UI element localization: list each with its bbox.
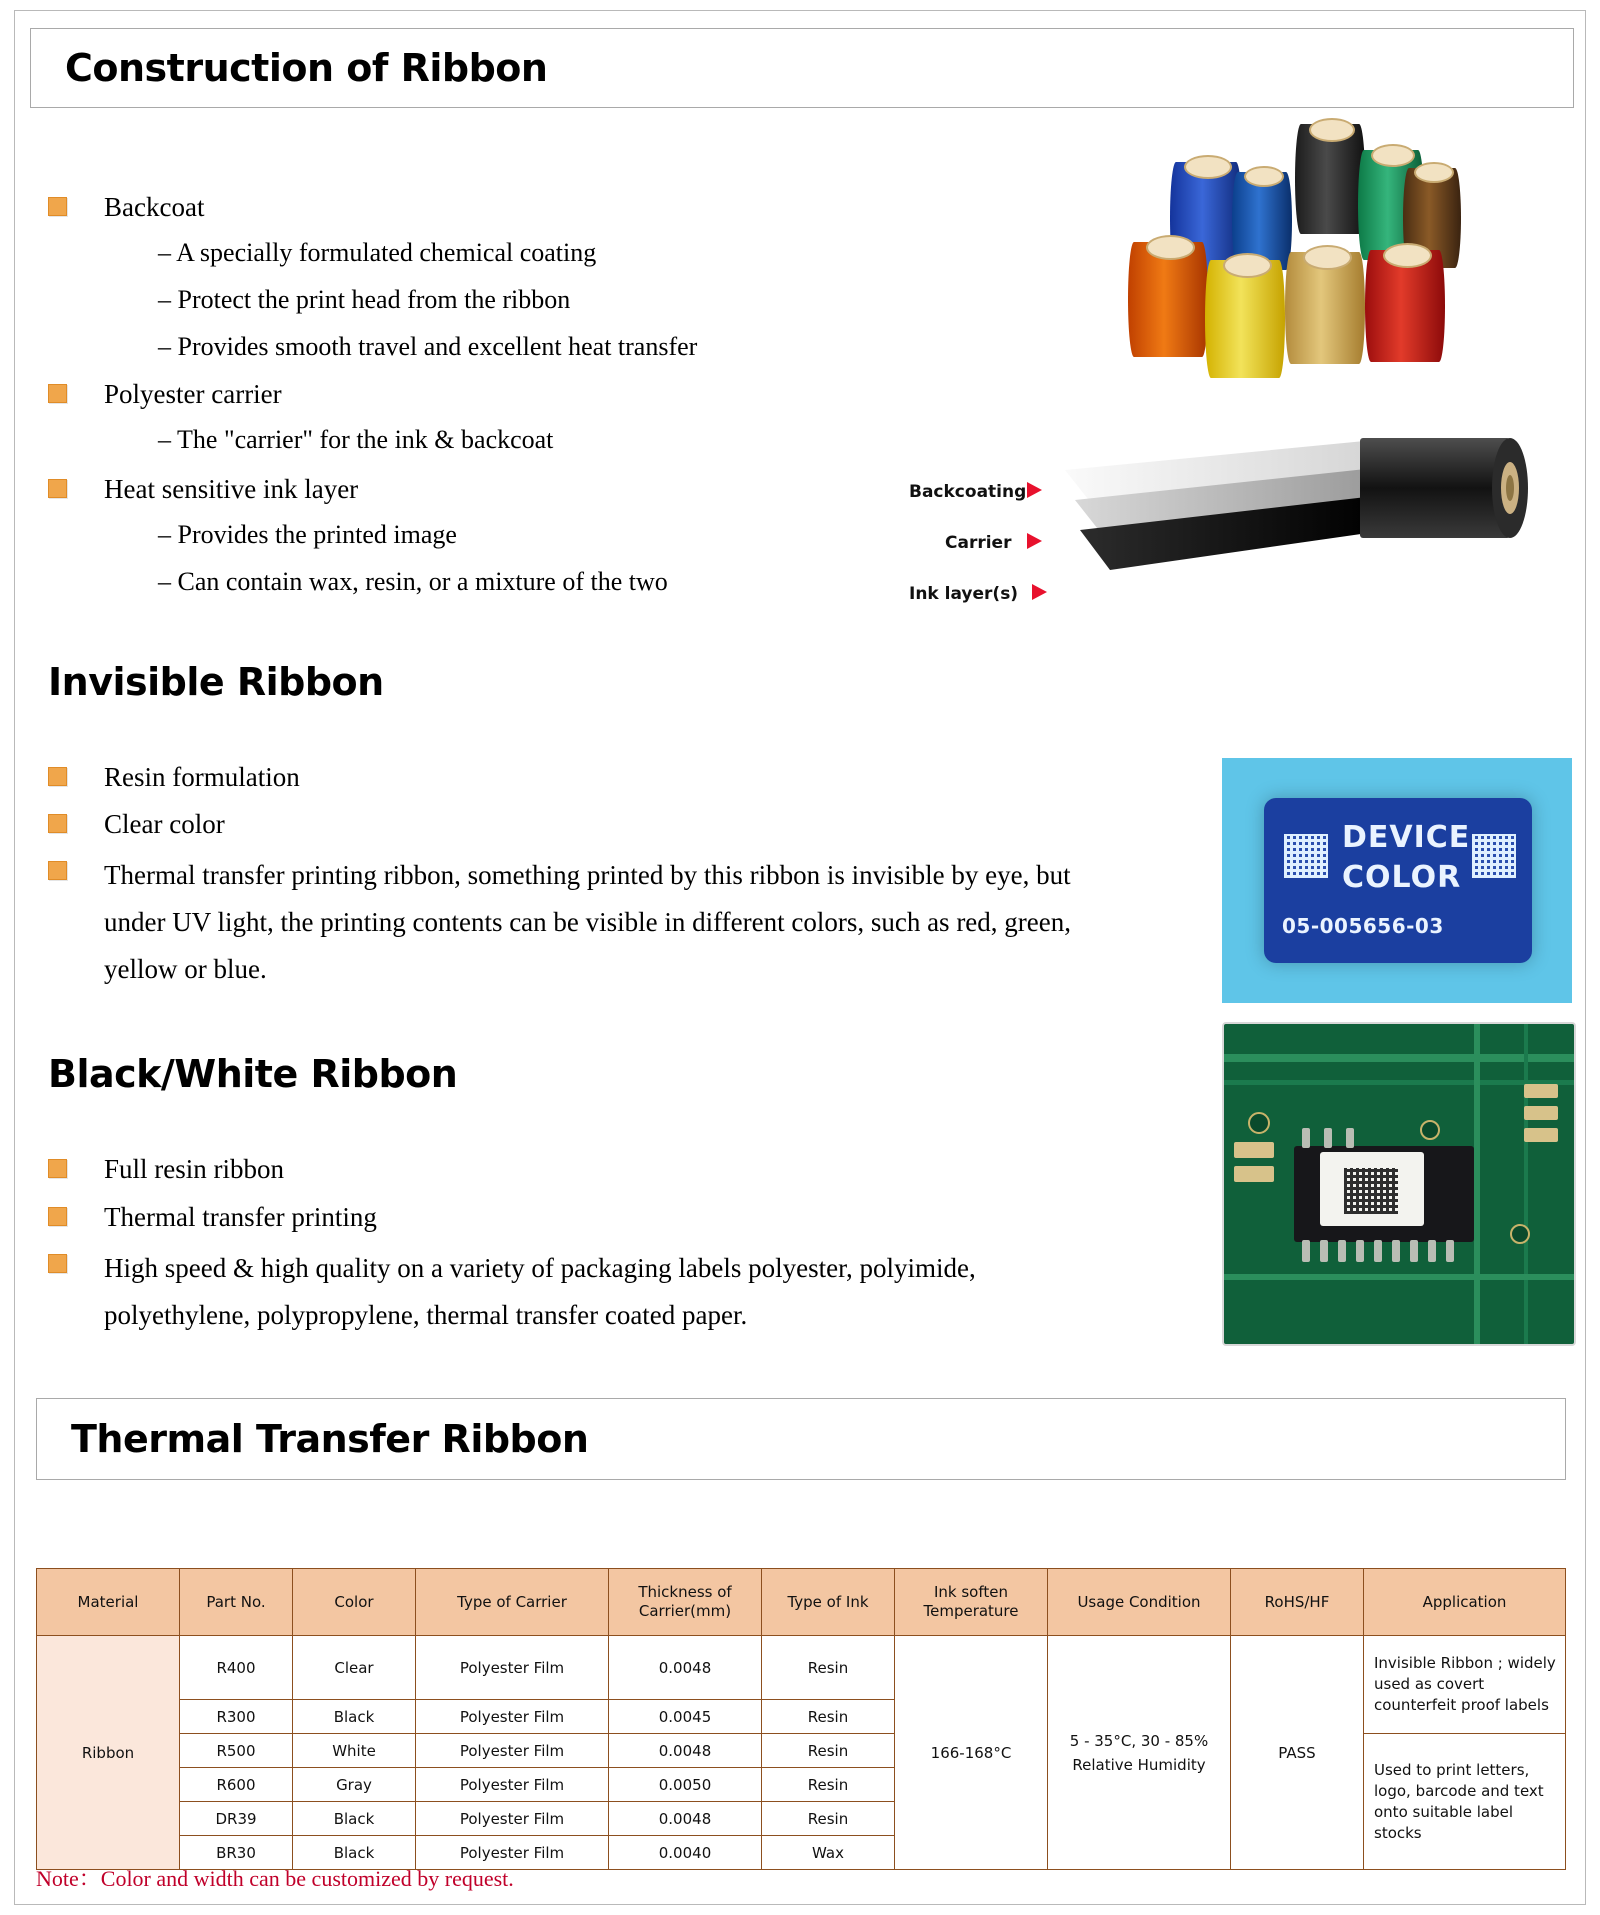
uv-label-card <box>1264 798 1532 963</box>
th-type-of-ink: Type of Ink <box>762 1569 895 1636</box>
cell-color: Black <box>293 1700 416 1734</box>
printed-qr-code-icon <box>1344 1168 1398 1214</box>
cell-carrier: Polyester Film <box>416 1802 609 1836</box>
ribbon-roll-gold <box>1285 252 1365 364</box>
th-material: Material <box>37 1569 180 1636</box>
cell-color: Black <box>293 1836 416 1870</box>
bullet-label: Clear color <box>104 809 225 839</box>
diagram-label-backcoating: Backcoating <box>909 482 1027 502</box>
cell-carrier: Polyester Film <box>416 1836 609 1870</box>
section-title-construction <box>30 28 1574 108</box>
ribbon-rolls-photo <box>1110 112 1510 422</box>
cell-thickness: 0.0040 <box>609 1836 762 1870</box>
diagram-label-carrier: Carrier <box>945 533 1012 553</box>
sub-line: – Provides the printed image <box>158 520 457 549</box>
section-title-invisible: Invisible Ribbon <box>48 660 384 704</box>
cell-thickness: 0.0050 <box>609 1768 762 1802</box>
table-header-row <box>37 1569 1566 1636</box>
bullet-square-icon <box>48 1207 67 1226</box>
pcb-chip-photo <box>1222 1022 1576 1346</box>
cell-ink: Wax <box>762 1836 895 1870</box>
bullet-label: Full resin ribbon <box>104 1154 284 1184</box>
section-title-construction-text: Construction of Ribbon <box>65 46 548 90</box>
bullet-polyester-carrier <box>48 375 868 413</box>
ribbon-roll-orange <box>1128 242 1208 357</box>
bullet-square-icon <box>48 814 67 833</box>
th-ink-soften-temperature: Ink soften Temperature <box>895 1569 1048 1636</box>
bullet-label: Heat sensitive ink layer <box>104 474 359 504</box>
cell-application-1: Invisible Ribbon ; widely used as covert counterfeit proof labels <box>1364 1636 1566 1734</box>
bullet-invisible-description <box>48 852 1088 993</box>
diagram-label-ink-layers: Ink layer(s) <box>909 584 1019 604</box>
cell-ink: Resin <box>762 1636 895 1700</box>
section-title-thermal-text: Thermal Transfer Ribbon <box>71 1417 589 1461</box>
bullet-square-icon <box>48 384 67 403</box>
bullet-label: Backcoat <box>104 192 205 222</box>
bullet-clear-color <box>48 805 868 843</box>
cell-part-no: R600 <box>180 1768 293 1802</box>
qr-code-icon <box>1472 834 1516 878</box>
pcb-via-icon <box>1248 1112 1270 1134</box>
cell-ink-soften-temperature: 166-168°C <box>895 1636 1048 1870</box>
bullet-high-speed-description <box>48 1245 1098 1339</box>
sub-line: – Provides smooth travel and excellent heat transfer <box>158 332 698 361</box>
cell-carrier: Polyester Film <box>416 1768 609 1802</box>
sub-line: – The "carrier" for the ink & backcoat <box>158 425 554 454</box>
th-rohs-hf: RoHS/HF <box>1231 1569 1364 1636</box>
cell-thickness: 0.0045 <box>609 1700 762 1734</box>
cell-thickness: 0.0048 <box>609 1636 762 1700</box>
bullet-resin-formulation <box>48 758 868 796</box>
cell-part-no: R500 <box>180 1734 293 1768</box>
bullet-backcoat <box>48 188 868 226</box>
uv-label-line1: DEVICE <box>1342 820 1471 855</box>
sub-line: – Protect the print head from the ribbon <box>158 285 571 314</box>
cell-ink: Resin <box>762 1734 895 1768</box>
pcb-via-icon <box>1420 1120 1440 1140</box>
section-title-blackwhite: Black/White Ribbon <box>48 1052 458 1096</box>
bullet-square-icon <box>48 197 67 216</box>
arrow-icon <box>1027 482 1042 498</box>
uv-label-photo <box>1222 758 1572 1003</box>
ribbon-roll-yellow <box>1205 260 1285 378</box>
qr-code-icon <box>1284 834 1328 878</box>
bullet-square-icon <box>48 1159 67 1178</box>
cell-thickness: 0.0048 <box>609 1802 762 1836</box>
arrow-icon <box>1027 533 1042 549</box>
bullet-label: High speed & high quality on a variety of packaging labels polyester, polyimide, polyethylene, polypropylene, thermal transfer coated paper. <box>104 1253 976 1330</box>
ribbon-layers-diagram <box>905 430 1575 670</box>
th-thickness: Thickness of Carrier(mm) <box>609 1569 762 1636</box>
pcb-via-icon <box>1510 1224 1530 1244</box>
arrow-icon <box>1032 584 1047 600</box>
cell-ink: Resin <box>762 1700 895 1734</box>
cell-color: White <box>293 1734 416 1768</box>
cell-part-no: DR39 <box>180 1802 293 1836</box>
cell-carrier: Polyester Film <box>416 1700 609 1734</box>
bullet-label: Thermal transfer printing <box>104 1202 377 1232</box>
bullet-label: Thermal transfer printing ribbon, something printed by this ribbon is invisible by eye, but under UV light, the printing contents can be visible in different colors, such as red, green, yellow or blue. <box>104 860 1072 984</box>
section-title-thermal <box>36 1398 1566 1480</box>
ribbon-roll-black <box>1295 124 1365 234</box>
cell-part-no: R300 <box>180 1700 293 1734</box>
ribbon-roll-red <box>1365 250 1445 362</box>
cell-color: Black <box>293 1802 416 1836</box>
th-usage-condition: Usage Condition <box>1048 1569 1231 1636</box>
table-row <box>37 1636 1566 1700</box>
th-color: Color <box>293 1569 416 1636</box>
bullet-square-icon <box>48 479 67 498</box>
cell-material: Ribbon <box>37 1636 180 1870</box>
cell-usage-condition: 5 - 35°C, 30 - 85% Relative Humidity <box>1048 1636 1231 1870</box>
bullet-heat-sensitive-ink-layer <box>48 470 868 508</box>
cell-ink: Resin <box>762 1768 895 1802</box>
cell-ink: Resin <box>762 1802 895 1836</box>
bullet-thermal-transfer-printing <box>48 1198 868 1236</box>
th-application: Application <box>1364 1569 1566 1636</box>
cell-application-2: Used to print letters, logo, barcode and text onto suitable label stocks <box>1364 1734 1566 1870</box>
cell-carrier: Polyester Film <box>416 1636 609 1700</box>
cell-part-no: R400 <box>180 1636 293 1700</box>
cell-color: Gray <box>293 1768 416 1802</box>
bullet-square-icon <box>48 861 67 880</box>
th-type-of-carrier: Type of Carrier <box>416 1569 609 1636</box>
uv-label-code: 05-005656-03 <box>1282 914 1444 938</box>
cell-thickness: 0.0048 <box>609 1734 762 1768</box>
bullet-full-resin-ribbon <box>48 1150 868 1188</box>
cell-color: Clear <box>293 1636 416 1700</box>
ic-white-top-label <box>1320 1152 1424 1226</box>
th-part-no: Part No. <box>180 1569 293 1636</box>
bullet-label: Polyester carrier <box>104 379 282 409</box>
cell-carrier: Polyester Film <box>416 1734 609 1768</box>
cell-rohs: PASS <box>1231 1636 1364 1870</box>
table-note: Note：Color and width can be customized by request. <box>36 1866 514 1891</box>
uv-label-line2: COLOR <box>1342 860 1462 895</box>
cell-part-no: BR30 <box>180 1836 293 1870</box>
specification-table <box>36 1568 1566 1870</box>
bullet-square-icon <box>48 767 67 786</box>
sub-line: – Can contain wax, resin, or a mixture of the two <box>158 567 668 596</box>
bullet-square-icon <box>48 1254 67 1273</box>
sub-line: – A specially formulated chemical coating <box>158 238 597 267</box>
bullet-label: Resin formulation <box>104 762 300 792</box>
